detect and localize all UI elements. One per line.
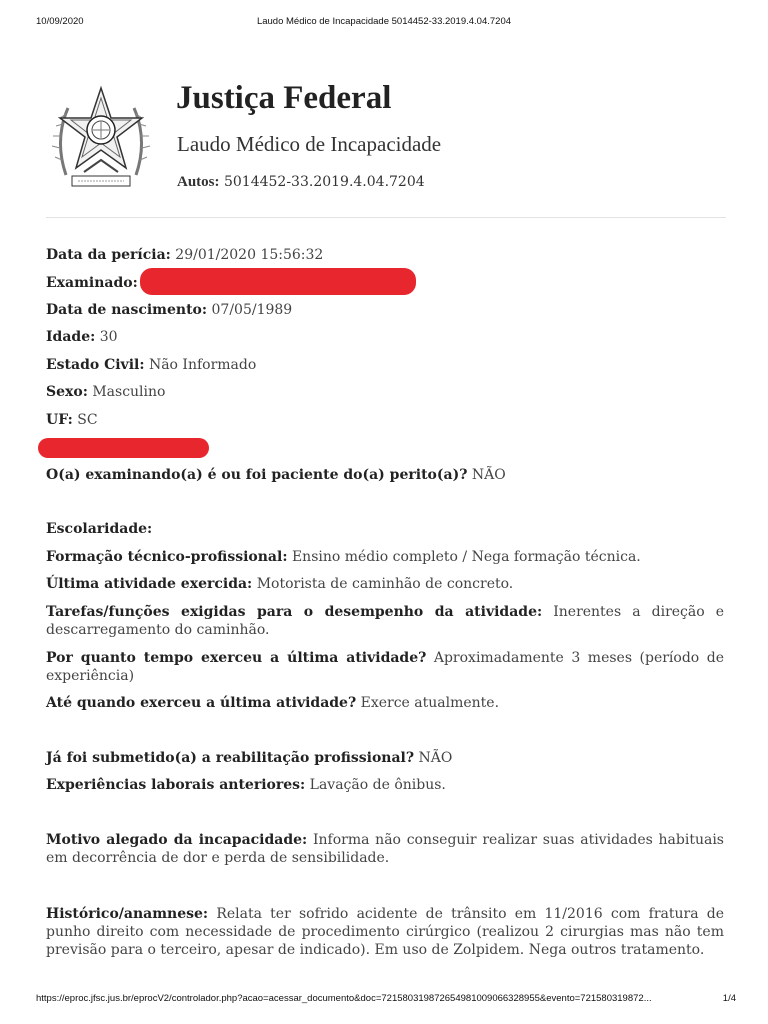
field-label: Formação técnico-profissional: bbox=[46, 549, 288, 565]
field-value: 29/01/2020 15:56:32 bbox=[175, 247, 324, 263]
field-label: Histórico/anamnese: bbox=[46, 906, 209, 922]
field-value: Lavação de ônibus. bbox=[309, 777, 446, 793]
field-tempo-exerceu bbox=[46, 649, 724, 685]
coat-of-arms-icon bbox=[46, 80, 156, 200]
field-estado-civil bbox=[46, 356, 724, 374]
field-value: Exerce atualmente. bbox=[360, 695, 500, 711]
field-label: Estado Civil: bbox=[46, 357, 145, 373]
autos-line bbox=[177, 174, 425, 191]
field-label: Última atividade exercida: bbox=[46, 576, 253, 592]
field-label: Experiências laborais anteriores: bbox=[46, 777, 306, 793]
field-data-nascimento bbox=[46, 301, 724, 319]
field-label: UF: bbox=[46, 412, 73, 428]
field-label: Data da perícia: bbox=[46, 247, 171, 263]
field-value: Relata ter sofrido acidente de trânsito em 11/2016 com fratura de punho direito com necessidade de procedimento cirúrgico (realizou 2 cirurgias mas não tem previsão para o terceiro, apesar de indicado). Em uso de Zolpidem. Nega outros tratamento. bbox=[46, 906, 725, 958]
document-header bbox=[46, 78, 726, 218]
field-value: NÃO bbox=[471, 467, 506, 483]
field-value: NÃO bbox=[418, 750, 453, 766]
field-label: Escolaridade: bbox=[46, 521, 153, 537]
field-value: SC bbox=[77, 412, 98, 428]
field-label: Examinado: bbox=[46, 275, 138, 291]
field-data-pericia bbox=[46, 246, 724, 264]
field-value: Informa não conseguir realizar suas atividades habituais em decorrência de dor e perda de sensibilidade. bbox=[46, 832, 724, 866]
field-experiencias bbox=[46, 776, 724, 794]
field-ate-quando bbox=[46, 694, 724, 712]
field-ultima-atividade bbox=[46, 575, 724, 593]
field-escolaridade bbox=[46, 520, 724, 538]
field-label: Por quanto tempo exerceu a última atividade? bbox=[46, 650, 427, 666]
print-title: Laudo Médico de Incapacidade 5014452-33.2019.4.04.7204 bbox=[256, 16, 512, 27]
field-value: Aproximadamente 3 meses (período de experiência) bbox=[46, 650, 724, 684]
field-label: O(a) examinando(a) é ou foi paciente do(a) perito(a)? bbox=[46, 467, 468, 483]
print-footer bbox=[0, 993, 768, 1007]
field-value: 07/05/1989 bbox=[211, 302, 293, 318]
print-url: https://eproc.jfsc.jus.br/eprocV2/controlador.php?acao=acessar_documento&doc=721580319872654981009066328955&evento=721580319872... bbox=[36, 993, 652, 1004]
field-label: Motivo alegado da incapacidade: bbox=[46, 832, 308, 848]
field-value: Motorista de caminhão de concreto. bbox=[256, 576, 514, 592]
court-name: Justiça Federal bbox=[176, 80, 392, 116]
redaction-mark bbox=[140, 268, 416, 295]
print-header bbox=[0, 16, 768, 30]
field-value: Ensino médio completo / Nega formação técnica. bbox=[291, 549, 641, 565]
field-uf bbox=[46, 411, 724, 429]
field-label: Data de nascimento: bbox=[46, 302, 208, 318]
field-label: Tarefas/funções exigidas para o desempenho da atividade: bbox=[46, 604, 543, 620]
field-reabilitacao bbox=[46, 749, 724, 767]
document-title: Laudo Médico de Incapacidade bbox=[177, 132, 442, 156]
print-date: 10/09/2020 bbox=[36, 16, 84, 27]
field-paciente-perito bbox=[46, 466, 724, 484]
field-value: Masculino bbox=[92, 384, 166, 400]
field-value: Não Informado bbox=[148, 357, 257, 373]
field-value: Inerentes a direção e descarregamento do caminhão. bbox=[46, 604, 725, 638]
autos-value: 5014452-33.2019.4.04.7204 bbox=[223, 174, 425, 190]
field-label: Até quando exerceu a última atividade? bbox=[46, 695, 357, 711]
field-tarefas bbox=[46, 603, 724, 639]
field-value: 30 bbox=[99, 329, 118, 345]
field-idade bbox=[46, 328, 724, 346]
field-label: Idade: bbox=[46, 329, 96, 345]
field-sexo bbox=[46, 383, 724, 401]
field-historico bbox=[46, 905, 724, 959]
field-label: Já foi submetido(a) a reabilitação profissional? bbox=[46, 750, 415, 766]
redaction-mark bbox=[38, 438, 209, 458]
autos-label: Autos: bbox=[177, 174, 220, 190]
page-number: 1/4 bbox=[722, 993, 736, 1004]
header-divider bbox=[46, 217, 726, 218]
field-motivo bbox=[46, 831, 724, 867]
field-label: Sexo: bbox=[46, 384, 88, 400]
field-formacao bbox=[46, 548, 724, 566]
